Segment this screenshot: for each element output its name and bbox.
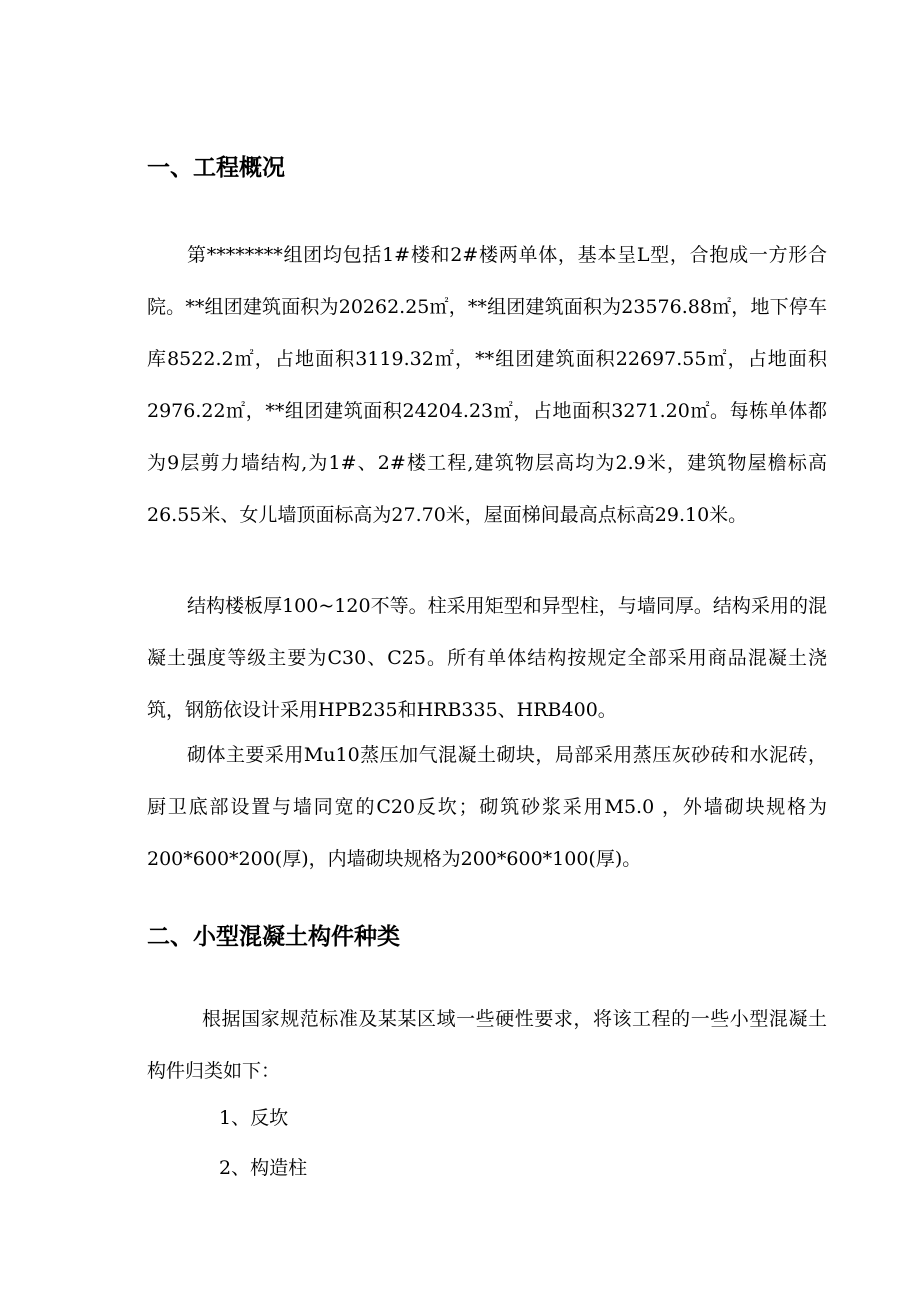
section-1-paragraph-1: 第********组团均包括1#楼和2#楼两单体，基本呈L型，合抱成一方形合院。**组团建筑面积为20262.25㎡，**组团建筑面积为23576.88㎡，地下停车库8522.2㎡，占地面积3119.32㎡，**组团建筑面积22697.55㎡，占地面积2976.22㎡，**组团建筑面积24204.23㎡，占地面积3271.20㎡。每栋单体都为9层剪力墙结构,为1#、2#楼工程,建筑物层高均为2.9米，建筑物屋檐标高26.55米、女儿墙顶面标高为27.70米，屋面梯间最高点标高29.10米。 (147, 244, 827, 526)
section-1-paragraph-2: 结构楼板厚100~120不等。柱采用矩型和异型柱，与墙同厚。结构采用的混凝土强度等级主要为C30、C25。所有单体结构按规定全部采用商品混凝土浇筑，钢筋依设计采用HPB235和HRB335、HRB400。 (147, 595, 827, 721)
section-1-paragraph-3: 砌体主要采用Mu10蒸压加气混凝土砌块，局部采用蒸压灰砂砖和水泥砖，厨卫底部设置与墙同宽的C20反坎；砌筑砂浆采用M5.0 ，外墙砌块规格为200*600*200(厚)，内墙砌块规格为200*600*100(厚)。 (147, 744, 827, 870)
list-item-1: 1、反坎 (219, 1107, 289, 1129)
section-1-heading: 一、工程概况 (147, 155, 285, 181)
section-2-intro-paragraph: 根据国家规范标准及某某区域一些硬性要求，将该工程的一些小型混凝土构件归类如下： (147, 1008, 827, 1082)
section-2-heading: 二、小型混凝土构件种类 (147, 924, 400, 950)
list-item-2: 2、构造柱 (219, 1157, 308, 1179)
